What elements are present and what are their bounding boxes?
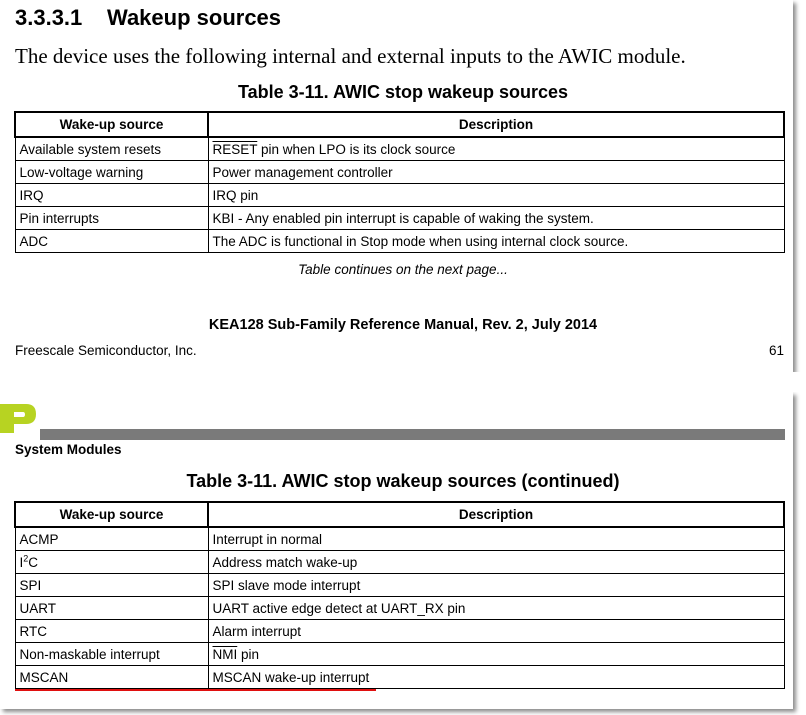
cell-source: ACMP (15, 527, 208, 551)
cell-source: Non-maskable interrupt (15, 643, 208, 666)
cell-source (15, 551, 208, 574)
table-header-row (15, 502, 784, 527)
footer-company: Freescale Semiconductor, Inc. (15, 343, 197, 358)
cell-description: KBI - Any enabled pin interrupt is capable of waking the system. (208, 207, 784, 230)
table-row (15, 230, 784, 253)
cell-description: Address match wake-up (208, 551, 784, 574)
table-row (15, 574, 784, 597)
cell-source: Low-voltage warning (15, 161, 208, 184)
cell-description: IRQ pin (208, 184, 784, 207)
section-title: Wakeup sources (107, 5, 282, 30)
cell-description: Interrupt in normal (208, 527, 784, 551)
wakeup-sources-table (14, 111, 785, 253)
table-row (15, 666, 784, 689)
signal-name-overline: RESET (212, 141, 258, 157)
section-number: 3.3.3.1 (15, 5, 83, 30)
table-row (15, 184, 784, 207)
table-continues-note: Table continues on the next page... (298, 262, 508, 277)
table-row (15, 620, 784, 643)
cell-source: MSCAN (15, 666, 208, 689)
cell-source: IRQ (15, 184, 208, 207)
table-row (15, 643, 784, 666)
table-row (15, 207, 784, 230)
cell-source: RTC (15, 620, 208, 643)
running-header-bar (40, 429, 785, 440)
footer-manual-title: KEA128 Sub-Family Reference Manual, Rev. 2, July 2014 (208, 317, 598, 333)
cell-source: SPI (15, 574, 208, 597)
cell-source: UART (15, 597, 208, 620)
column-header-source: Wake-up source (15, 502, 208, 527)
intro-paragraph: The device uses the following internal and external inputs to the AWIC module. (15, 44, 686, 68)
table-row (15, 137, 784, 161)
cell-source: Pin interrupts (15, 207, 208, 230)
table-row (15, 527, 784, 551)
table-row (15, 597, 784, 620)
red-annotation-underline (15, 689, 376, 691)
i2c-label: $I^2C$ (19, 553, 39, 571)
table-title-continued: Table 3-11. AWIC stop wakeup sources (continued) (186, 471, 620, 491)
cell-source: Available system resets (15, 137, 208, 161)
cell-description: MSCAN wake-up interrupt (208, 666, 784, 689)
column-header-description: Description (208, 112, 784, 137)
freescale-logo-icon (0, 402, 40, 434)
column-header-source: Wake-up source (15, 112, 208, 137)
cell-description: Power management controller (208, 161, 784, 184)
cell-description: SPI slave mode interrupt (208, 574, 784, 597)
footer-page-number: 61 (768, 343, 784, 358)
column-header-description: Description (208, 502, 784, 527)
table-row (15, 551, 784, 574)
cell-source: ADC (15, 230, 208, 253)
cell-description: $\overline{NMI}$ pin (208, 643, 784, 666)
running-header: System Modules (15, 444, 122, 457)
cell-description: The ADC is functional in Stop mode when using internal clock source. (208, 230, 784, 253)
table-title: Table 3-11. AWIC stop wakeup sources (237, 82, 569, 102)
cell-description: RESET pin when LPO is its clock source (208, 137, 784, 161)
section-heading (15, 5, 281, 31)
signal-name-overline: $\overline{NMI}$ (212, 646, 238, 662)
cell-description: Alarm interrupt (208, 620, 784, 643)
cell-description: UART active edge detect at UART_RX pin (208, 597, 784, 620)
table-header-row (15, 112, 784, 137)
table-row (15, 161, 784, 184)
page-break (0, 372, 806, 392)
wakeup-sources-table-continued (14, 501, 785, 689)
